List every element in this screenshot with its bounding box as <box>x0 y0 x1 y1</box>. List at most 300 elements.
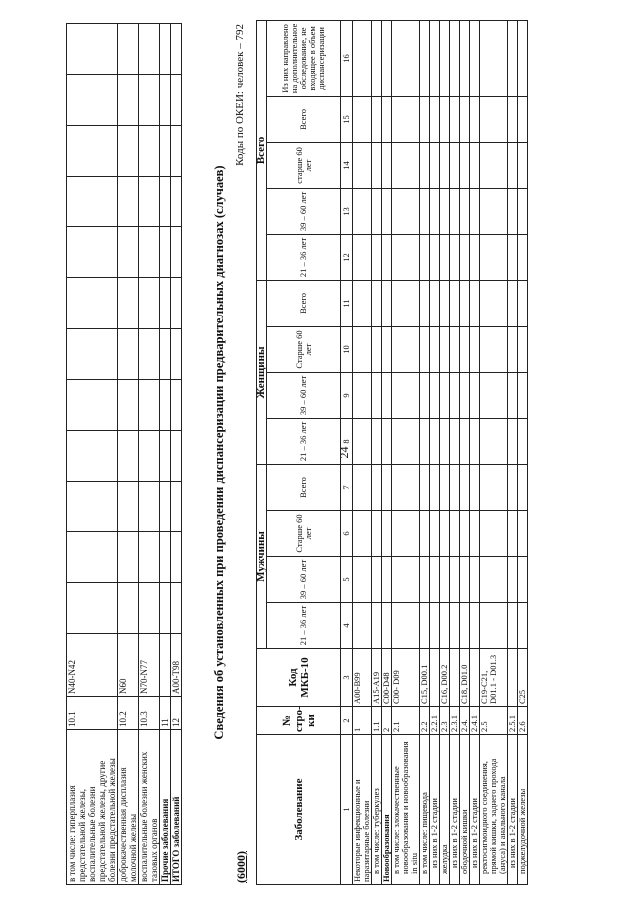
empty-cell <box>450 280 460 326</box>
empty-cell <box>518 234 528 280</box>
empty-cell <box>372 20 382 96</box>
disease-name: в том числе: туберкулез <box>372 735 382 885</box>
empty-cell <box>450 96 460 142</box>
empty-cell <box>440 418 450 464</box>
empty-cell <box>420 188 430 234</box>
empty-cell <box>118 329 139 380</box>
empty-cell <box>139 24 160 75</box>
empty-cell <box>518 280 528 326</box>
icd-code: C19-C21, D01.1 - D01.3 <box>480 649 508 707</box>
row-number: 2.4.1 <box>470 707 480 735</box>
empty-cell <box>480 142 508 188</box>
row-number: 2.5 <box>480 707 508 735</box>
column-number: 8 <box>341 418 353 464</box>
icd-code <box>450 649 460 707</box>
empty-cell <box>139 481 160 532</box>
empty-cell <box>171 227 182 278</box>
row-number: 1 <box>353 707 372 735</box>
empty-cell <box>382 603 392 649</box>
empty-cell <box>171 583 182 634</box>
empty-cell <box>382 96 392 142</box>
section-title: Сведения об установленных при проведении диспансеризации предварительных диагнозах (случаев) <box>212 165 226 740</box>
empty-cell <box>518 511 528 557</box>
disease-name: желудка <box>440 735 450 885</box>
table-row <box>67 24 118 885</box>
empty-cell <box>372 188 382 234</box>
empty-cell <box>160 329 171 380</box>
empty-cell <box>160 379 171 430</box>
empty-cell <box>118 532 139 583</box>
empty-cell <box>460 511 470 557</box>
empty-cell <box>480 234 508 280</box>
empty-cell <box>382 326 392 372</box>
table-row <box>420 20 430 884</box>
empty-cell <box>518 372 528 418</box>
empty-cell <box>139 583 160 634</box>
empty-cell <box>382 188 392 234</box>
empty-cell <box>372 326 382 372</box>
table-row <box>480 20 508 884</box>
empty-cell <box>450 234 460 280</box>
empty-cell <box>67 125 118 176</box>
empty-cell <box>353 511 372 557</box>
empty-cell <box>460 557 470 603</box>
empty-cell <box>372 372 382 418</box>
empty-cell <box>460 188 470 234</box>
icd-code <box>508 649 518 707</box>
empty-cell <box>460 326 470 372</box>
empty-cell <box>353 557 372 603</box>
empty-cell <box>160 24 171 75</box>
disease-name: из них в 1-2 стадии <box>430 735 440 885</box>
header-disease: Заболевание <box>257 735 341 885</box>
icd-code <box>470 649 480 707</box>
empty-cell <box>118 176 139 227</box>
empty-cell <box>392 234 420 280</box>
empty-cell <box>480 511 508 557</box>
empty-cell <box>460 96 470 142</box>
empty-cell <box>382 464 392 510</box>
icd-code: C00-D48 <box>382 649 392 707</box>
empty-cell <box>440 96 450 142</box>
empty-cell <box>353 20 372 96</box>
empty-cell <box>480 326 508 372</box>
header-women-21-36: 21 – 36 лет <box>267 418 341 464</box>
empty-cell <box>67 583 118 634</box>
disease-name: из них в 1-2 стадии <box>470 735 480 885</box>
empty-cell <box>171 481 182 532</box>
empty-cell <box>392 280 420 326</box>
empty-cell <box>508 96 518 142</box>
empty-cell <box>67 278 118 329</box>
empty-cell <box>382 20 392 96</box>
empty-cell <box>518 142 528 188</box>
header-referred: Из них направлено на дополнительное обследование, не входящее в объем диспансеризации <box>267 20 341 96</box>
empty-cell <box>470 280 480 326</box>
row-number: 1.1 <box>372 707 382 735</box>
row-number: 10.2 <box>118 697 139 730</box>
empty-cell <box>353 603 372 649</box>
empty-cell <box>518 188 528 234</box>
icd-code: C15, D00.1 <box>420 649 430 707</box>
header-total-21-36: 21 – 36 лет <box>267 234 341 280</box>
empty-cell <box>171 430 182 481</box>
empty-cell <box>460 20 470 96</box>
row-number: 10.1 <box>67 697 118 730</box>
column-number: 6 <box>341 511 353 557</box>
section-code: (6000) <box>234 851 248 883</box>
empty-cell <box>460 418 470 464</box>
empty-cell <box>480 372 508 418</box>
empty-cell <box>372 142 382 188</box>
table-row <box>353 20 372 884</box>
empty-cell <box>518 603 528 649</box>
icd-code: N70-N77 <box>139 634 160 697</box>
disease-name: ректосигмоидного соединения, прямой кишки, заднего прохода (ануса) и анального канала <box>480 735 508 885</box>
empty-cell <box>430 326 440 372</box>
disease-name: доброкачественная дисплазия молочной железы <box>118 730 139 885</box>
empty-cell <box>440 142 450 188</box>
empty-cell <box>353 96 372 142</box>
empty-cell <box>440 557 450 603</box>
column-number: 4 <box>341 603 353 649</box>
column-number: 14 <box>341 142 353 188</box>
empty-cell <box>450 418 460 464</box>
empty-cell <box>67 176 118 227</box>
empty-cell <box>139 176 160 227</box>
disease-name: Новообразования <box>382 735 392 885</box>
table-row <box>518 20 528 884</box>
disease-name: в том числе: пищевода <box>420 735 430 885</box>
column-number: 13 <box>341 188 353 234</box>
empty-cell <box>372 418 382 464</box>
empty-cell <box>392 511 420 557</box>
table-row <box>382 20 392 884</box>
empty-cell <box>372 464 382 510</box>
empty-cell <box>392 557 420 603</box>
empty-cell <box>420 557 430 603</box>
icd-code: C25 <box>518 649 528 707</box>
empty-cell <box>171 24 182 75</box>
empty-cell <box>430 96 440 142</box>
empty-cell <box>67 227 118 278</box>
column-number: 11 <box>341 280 353 326</box>
empty-cell <box>430 557 440 603</box>
icd-code <box>160 634 171 697</box>
header-total-39-60: 39 – 60 лет <box>267 188 341 234</box>
empty-cell <box>518 96 528 142</box>
empty-cell <box>67 74 118 125</box>
empty-cell <box>430 464 440 510</box>
column-number: 1 <box>341 735 353 885</box>
header-row-no: № стро-ки <box>257 707 341 735</box>
empty-cell <box>382 418 392 464</box>
empty-cell <box>430 234 440 280</box>
empty-cell <box>67 329 118 380</box>
empty-cell <box>430 142 440 188</box>
empty-cell <box>392 188 420 234</box>
empty-cell <box>420 511 430 557</box>
empty-cell <box>460 280 470 326</box>
empty-cell <box>392 96 420 142</box>
row-number: 2.2 <box>420 707 430 735</box>
empty-cell <box>160 125 171 176</box>
empty-cell <box>470 464 480 510</box>
empty-cell <box>440 188 450 234</box>
disease-name: Прочие заболевания <box>160 730 171 885</box>
empty-cell <box>160 74 171 125</box>
header-men-39-60: 39 – 60 лет <box>267 557 341 603</box>
table-row <box>171 24 182 885</box>
empty-cell <box>160 278 171 329</box>
empty-cell <box>353 280 372 326</box>
empty-cell <box>518 464 528 510</box>
empty-cell <box>480 96 508 142</box>
empty-cell <box>508 142 518 188</box>
icd-code: N60 <box>118 634 139 697</box>
icd-code: N40-N42 <box>67 634 118 697</box>
header-total-over-60: старше 60 лет <box>267 142 341 188</box>
empty-cell <box>508 557 518 603</box>
empty-cell <box>118 125 139 176</box>
empty-cell <box>372 280 382 326</box>
column-number: 15 <box>341 96 353 142</box>
empty-cell <box>392 372 420 418</box>
icd-code: C16, D00.2 <box>440 649 450 707</box>
empty-cell <box>420 372 430 418</box>
empty-cell <box>420 603 430 649</box>
disease-name: в том числе: злокачественные новообразования и новообразования in situ <box>392 735 420 885</box>
empty-cell <box>518 20 528 96</box>
header-men-21-36: 21 – 36 лет <box>267 603 341 649</box>
empty-cell <box>470 557 480 603</box>
row-number: 2.2.1 <box>430 707 440 735</box>
empty-cell <box>430 511 440 557</box>
empty-cell <box>353 234 372 280</box>
empty-cell <box>508 280 518 326</box>
empty-cell <box>440 511 450 557</box>
empty-cell <box>118 583 139 634</box>
empty-cell <box>508 234 518 280</box>
row-number: 2.4. <box>460 707 470 735</box>
row-number: 12 <box>171 697 182 730</box>
empty-cell <box>139 227 160 278</box>
header-women-39-60: 39 – 60 лет <box>267 372 341 418</box>
empty-cell <box>460 603 470 649</box>
empty-cell <box>372 96 382 142</box>
empty-cell <box>508 418 518 464</box>
empty-cell <box>518 418 528 464</box>
empty-cell <box>392 464 420 510</box>
empty-cell <box>450 464 460 510</box>
column-number: 3 <box>341 649 353 707</box>
empty-cell <box>508 188 518 234</box>
header-women-over-60: Старше 60 лет <box>267 326 341 372</box>
continued-table <box>66 23 182 885</box>
empty-cell <box>118 278 139 329</box>
column-number: 2 <box>341 707 353 735</box>
disease-name: поджелудочной железы <box>518 735 528 885</box>
empty-cell <box>440 326 450 372</box>
empty-cell <box>440 20 450 96</box>
empty-cell <box>420 20 430 96</box>
empty-cell <box>430 603 440 649</box>
empty-cell <box>420 96 430 142</box>
table-row <box>508 20 518 884</box>
row-number: 2.5.1 <box>508 707 518 735</box>
empty-cell <box>160 532 171 583</box>
disease-name: из них в 1-2 стадии <box>508 735 518 885</box>
row-number: 2 <box>382 707 392 735</box>
table-row <box>160 24 171 885</box>
empty-cell <box>353 418 372 464</box>
empty-cell <box>382 372 392 418</box>
icd-code: C00- D09 <box>392 649 420 707</box>
empty-cell <box>171 329 182 380</box>
empty-cell <box>382 142 392 188</box>
empty-cell <box>67 481 118 532</box>
header-women-all: Всего <box>267 280 341 326</box>
empty-cell <box>372 511 382 557</box>
icd-code: A00-T98 <box>171 634 182 697</box>
empty-cell <box>480 603 508 649</box>
empty-cell <box>118 24 139 75</box>
empty-cell <box>392 326 420 372</box>
empty-cell <box>139 278 160 329</box>
empty-cell <box>460 142 470 188</box>
column-number: 10 <box>341 326 353 372</box>
empty-cell <box>139 379 160 430</box>
empty-cell <box>460 464 470 510</box>
empty-cell <box>160 583 171 634</box>
column-number: 5 <box>341 557 353 603</box>
table-row <box>430 20 440 884</box>
empty-cell <box>508 372 518 418</box>
empty-cell <box>450 603 460 649</box>
empty-cell <box>420 142 430 188</box>
empty-cell <box>420 418 430 464</box>
empty-cell <box>420 326 430 372</box>
empty-cell <box>372 234 382 280</box>
empty-cell <box>382 557 392 603</box>
empty-cell <box>450 142 460 188</box>
empty-cell <box>480 557 508 603</box>
table-row <box>372 20 382 884</box>
disease-name: Некоторые инфекционные и паразитарные болезни <box>353 735 372 885</box>
empty-cell <box>382 511 392 557</box>
row-number: 2.1 <box>392 707 420 735</box>
empty-cell <box>392 20 420 96</box>
empty-cell <box>420 234 430 280</box>
empty-cell <box>353 326 372 372</box>
table-row <box>460 20 470 884</box>
empty-cell <box>460 234 470 280</box>
empty-cell <box>450 188 460 234</box>
empty-cell <box>440 464 450 510</box>
empty-cell <box>353 464 372 510</box>
icd-code <box>430 649 440 707</box>
empty-cell <box>470 418 480 464</box>
table-row <box>392 20 420 884</box>
empty-cell <box>470 372 480 418</box>
empty-cell <box>139 430 160 481</box>
empty-cell <box>67 379 118 430</box>
empty-cell <box>171 74 182 125</box>
empty-cell <box>480 418 508 464</box>
disease-name: в том числе: гиперплазия предстательной железы, воспалительные болезни предстательной железы, другие болезни предстательной железы <box>67 730 118 885</box>
empty-cell <box>470 603 480 649</box>
empty-cell <box>440 234 450 280</box>
row-number: 2.6 <box>518 707 528 735</box>
empty-cell <box>508 464 518 510</box>
header-icd: Код МКБ-10 <box>257 649 341 707</box>
empty-cell <box>470 511 480 557</box>
empty-cell <box>450 326 460 372</box>
empty-cell <box>118 379 139 430</box>
empty-cell <box>372 603 382 649</box>
empty-cell <box>420 280 430 326</box>
empty-cell <box>508 326 518 372</box>
empty-cell <box>440 372 450 418</box>
header-total-all: Всего <box>267 96 341 142</box>
empty-cell <box>460 372 470 418</box>
table-row <box>450 20 460 884</box>
empty-cell <box>450 557 460 603</box>
empty-cell <box>353 372 372 418</box>
icd-code: C18, D01.0 <box>460 649 470 707</box>
empty-cell <box>508 603 518 649</box>
empty-cell <box>160 481 171 532</box>
header-men: Мужчины <box>257 464 267 648</box>
empty-cell <box>450 372 460 418</box>
empty-cell <box>118 74 139 125</box>
empty-cell <box>392 603 420 649</box>
empty-cell <box>430 280 440 326</box>
empty-cell <box>139 74 160 125</box>
empty-cell <box>139 532 160 583</box>
empty-cell <box>508 511 518 557</box>
page-number: 24 <box>337 446 351 459</box>
empty-cell <box>353 188 372 234</box>
icd-code: A00-B99 <box>353 649 372 707</box>
empty-cell <box>430 418 440 464</box>
empty-cell <box>67 24 118 75</box>
empty-cell <box>470 142 480 188</box>
icd-code: A15-A19 <box>372 649 382 707</box>
empty-cell <box>353 142 372 188</box>
empty-cell <box>372 557 382 603</box>
disease-name: ИТОГО заболеваний <box>171 730 182 885</box>
table-row <box>470 20 480 884</box>
header-men-over-60: Старше 60 лет <box>267 511 341 557</box>
empty-cell <box>392 418 420 464</box>
empty-cell <box>480 280 508 326</box>
empty-cell <box>160 227 171 278</box>
empty-cell <box>518 326 528 372</box>
empty-cell <box>139 125 160 176</box>
empty-cell <box>382 234 392 280</box>
empty-cell <box>160 430 171 481</box>
column-number: 16 <box>341 20 353 96</box>
empty-cell <box>139 329 160 380</box>
empty-cell <box>480 20 508 96</box>
empty-cell <box>118 481 139 532</box>
empty-cell <box>470 326 480 372</box>
empty-cell <box>430 372 440 418</box>
header-total: Всего <box>257 20 267 280</box>
empty-cell <box>430 188 440 234</box>
empty-cell <box>470 234 480 280</box>
